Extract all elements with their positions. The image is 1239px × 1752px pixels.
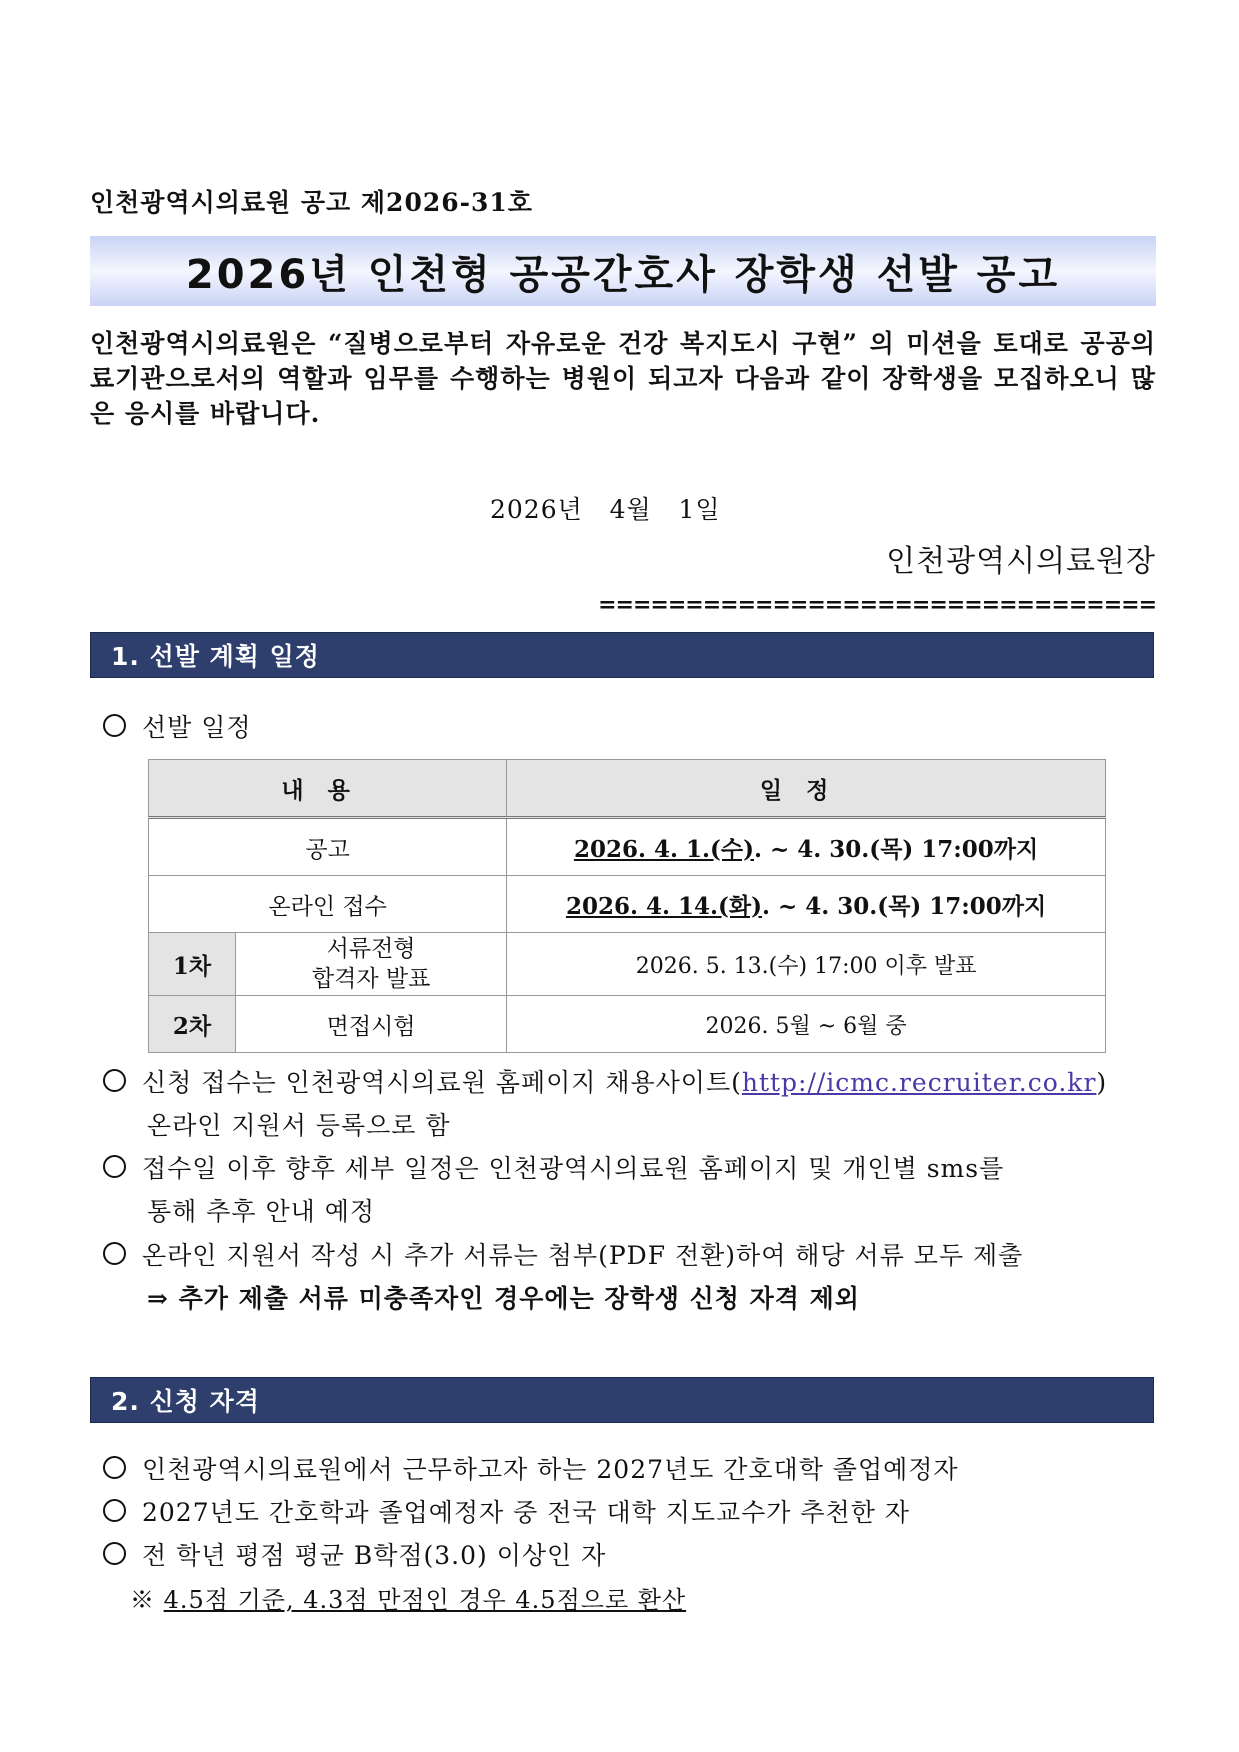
date-underlined: 2026. 4. 14.(화) [565, 892, 762, 920]
item-line: 합격자 발표 [311, 966, 431, 992]
table-cell-schedule: 2026. 5월 ~ 6월 중 [507, 996, 1106, 1053]
subheading-schedule [103, 708, 252, 744]
bullet-text: 신청 접수는 인천광역시의료원 홈페이지 채용사이트( [142, 1068, 742, 1097]
table-row [149, 933, 1106, 996]
notice-number: 인천광역시의료원 공고 제2026-31호 [90, 188, 533, 217]
table-cell-schedule [507, 876, 1106, 933]
circle-bullet-icon [103, 1542, 126, 1565]
table-row [149, 876, 1106, 933]
note-text: 4.5점 기준, 4.3점 만점인 경우 4.5점으로 환산 [163, 1586, 687, 1614]
bullet-text: 2027년도 간호학과 졸업예정자 중 전국 대학 지도교수가 추천한 자 [142, 1498, 910, 1527]
bullet-continuation-warning: ⇒ 추가 제출 서류 미충족자인 경우에는 장학생 신청 자격 제외 [147, 1284, 860, 1313]
date-underlined: 2026. 4. 1.(수) [573, 835, 754, 863]
section-header-eligibility: 2. 신청 자격 [90, 1377, 1154, 1423]
circle-bullet-icon [103, 1242, 126, 1265]
table-row [149, 996, 1106, 1053]
stage-cell: 1차 [149, 933, 236, 996]
table-cell-item [236, 933, 507, 996]
subheading-text: 선발 일정 [142, 713, 252, 742]
table-cell-schedule [507, 818, 1106, 876]
divider-line: ================================ [598, 592, 1156, 618]
bullet-text: 전 학년 평점 평균 B학점(3.0) 이상인 자 [142, 1541, 607, 1570]
eligibility-item [103, 1450, 959, 1486]
bullet-documents [103, 1236, 1023, 1272]
table-header-row [149, 760, 1106, 818]
stage-cell: 2차 [149, 996, 236, 1053]
signer: 인천광역시의료원장 [886, 544, 1156, 579]
page-title: 2026년 인천형 공공간호사 장학생 선발 공고 [185, 251, 1061, 298]
recruit-site-link[interactable]: http://icmc.recruiter.co.kr [741, 1068, 1097, 1097]
table-row [149, 818, 1106, 876]
date-rest: . ~ 4. 30.(목) 17:00까지 [761, 892, 1047, 920]
table-cell-label: 온라인 접수 [149, 876, 507, 933]
eligibility-item [103, 1536, 606, 1572]
bullet-text: 온라인 지원서 작성 시 추가 서류는 첨부(PDF 전환)하여 해당 서류 모두 제출 [142, 1241, 1024, 1270]
bullet-continuation: 통해 추후 안내 예정 [147, 1197, 376, 1226]
table-header-schedule: 일정 [507, 760, 1106, 818]
title-banner [90, 236, 1156, 306]
schedule-table [148, 759, 1106, 1053]
circle-bullet-icon [103, 714, 126, 737]
bullet-continuation: 온라인 지원서 등록으로 함 [147, 1111, 451, 1140]
announcement-date: 2026년 4월 1일 [490, 495, 721, 524]
table-cell-item: 면접시험 [236, 996, 507, 1053]
bullet-text: 접수일 이후 향후 세부 일정은 인천광역시의료원 홈페이지 및 개인별 sms를 [142, 1154, 1005, 1183]
circle-bullet-icon [103, 1069, 126, 1092]
section-header-schedule: 1. 선발 계획 일정 [90, 632, 1154, 678]
table-cell-label: 공고 [149, 818, 507, 876]
eligibility-item [103, 1493, 910, 1529]
table-header-content: 내용 [149, 760, 507, 818]
item-line: 서류전형 [326, 936, 416, 962]
circle-bullet-icon [103, 1499, 126, 1522]
bullet-text: 인천광역시의료원에서 근무하고자 하는 2027년도 간호대학 졸업예정자 [142, 1455, 959, 1484]
note-mark: ※ [130, 1586, 155, 1614]
date-rest: . ~ 4. 30.(목) 17:00까지 [753, 835, 1039, 863]
bullet-schedule-notice [103, 1149, 1004, 1185]
gpa-note [130, 1580, 686, 1615]
bullet-apply-site [103, 1063, 1107, 1099]
bullet-text-close: ) [1096, 1068, 1108, 1097]
table-cell-schedule: 2026. 5. 13.(수) 17:00 이후 발표 [507, 933, 1106, 996]
intro-paragraph: 인천광역시의료원은 “질병으로부터 자유로운 건강 복지도시 구현” 의 미션을 토대로 공공의료기관으로서의 역할과 임무를 수행하는 병원이 되고자 다음과 같이 장학생을 모집하오니 많은 응시를 바랍니다. [90, 329, 1156, 428]
circle-bullet-icon [103, 1155, 126, 1178]
circle-bullet-icon [103, 1456, 126, 1479]
